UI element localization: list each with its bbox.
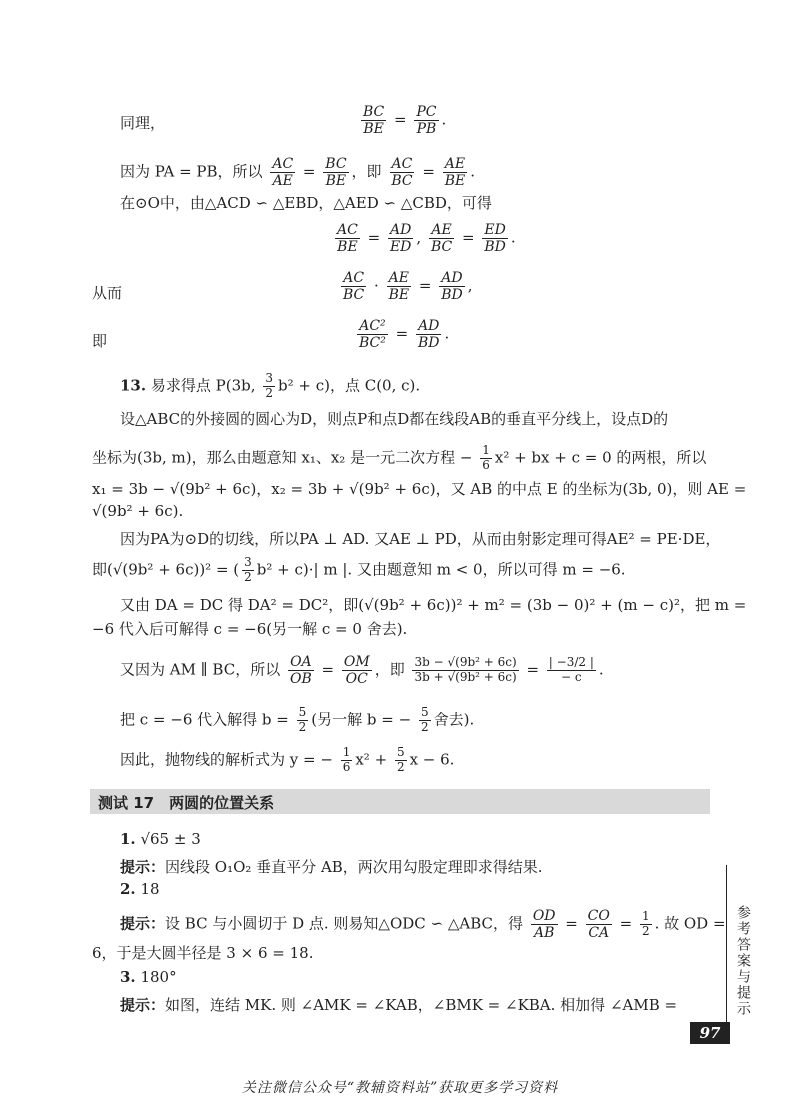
text-line: 因为 PA = PB，所以 $\frac{AC}{AE}$ = $\frac{BC}{BE}$ ，即 $\frac{AC}{BC}$ = $\frac{AE}{BE}$ .	[120, 156, 475, 190]
text-line: 即	[92, 332, 108, 350]
section-title: 测试 17 两圆的位置关系	[98, 794, 275, 812]
answer-2: 2. 18	[120, 880, 160, 898]
answer-2-tip-cont: 6，于是大圆半径是 3 × 6 = 18.	[92, 944, 314, 962]
answer-2-tip: 提示：设 BC 与小圆切于 D 点. 则易知△ODC ∽ △ABC，得 $\frac{OD}{AB}$ = $\frac{CO}{CA}$ = $\frac{1}{2}$ . 故 OD =	[120, 908, 726, 942]
paragraph: 即(√(9b² + 6c))² = ( $\frac{3}{2}$ b² + c)·| m |. 又由题意知 m < 0，所以可得 m = −6.	[92, 555, 626, 584]
formula: $\frac{\text{AC²}}{\text{BC²}}$ = $\frac{AD}{BD}$ .	[359, 318, 450, 352]
footer-watermark: 关注微信公众号“教辅资料站”获取更多学习资料	[241, 1080, 559, 1096]
side-tab	[726, 865, 759, 1025]
paragraph: 又由 DA = DC 得 DA² = DC²，即(√(9b² + 6c))² + m² = (3b − 0)² + (m − c)²，把 m =	[120, 596, 747, 614]
side-tab-label: 参考答案与提示	[735, 905, 751, 1017]
question-13: 13. 易求得点 P(3b, $\frac{3}{2}$ b² + c)，点 C(0, c).	[120, 371, 421, 400]
text-line: 在⊙O中，由△ACD ∽ △EBD，△AED ∽ △CBD，可得	[120, 194, 492, 212]
text-line: 从而	[92, 284, 123, 302]
formula: $\frac{AC}{BC}$ · $\frac{AE}{BE}$ = $\frac{AD}{BD}$ ,	[343, 270, 473, 304]
answer-1-tip: 提示：因线段 O₁O₂ 垂直平分 AB，两次用勾股定理即求得结果.	[120, 858, 543, 876]
paragraph: √(9b² + 6c).	[92, 502, 184, 520]
paragraph: x₁ = 3b − √(9b² + 6c)，x₂ = 3b + √(9b² + 6c)，又 AB 的中点 E 的坐标为(3b, 0)，则 AE =	[92, 480, 747, 498]
paragraph: 坐标为(3b, m)，那么由题意知 x₁、x₂ 是一元二次方程 − $\frac{1}{6}$ x² + bx + c = 0 的两根，所以	[92, 443, 707, 472]
paragraph: 设△ABC的外接圆的圆心为D，则点P和点D都在线段AB的垂直平分线上，设点D的	[120, 410, 669, 428]
paragraph: 把 c = −6 代入解得 b = $\frac{5}{2}$ (另一解 b = − $\frac{5}{2}$ 舍去).	[120, 705, 475, 734]
paragraph: −6 代入后可解得 c = −6(另一解 c = 0 舍去).	[92, 620, 408, 638]
formula: $\frac{AC}{BE}$ = $\frac{AD}{ED}$ , $\frac{AE}{BC}$ = $\frac{ED}{BD}$ .	[337, 222, 516, 256]
answer-3-tip: 提示：如图，连结 MK. 则 ∠AMK = ∠KAB，∠BMK = ∠KBA. 相加得 ∠AMB =	[120, 996, 678, 1014]
answer-3: 3. 180°	[120, 968, 177, 986]
paragraph: 因为PA为⊙D的切线，所以PA ⊥ AD. 又AE ⊥ PD，从而由射影定理可得AE² = PE·DE，	[120, 530, 721, 548]
page-number: 97	[690, 1022, 730, 1044]
answer-1: 1. √65 ± 3	[120, 830, 201, 848]
paragraph: 因此，抛物线的解析式为 y = − $\frac{1}{6}$ x² + $\frac{5}{2}$ x − 6.	[120, 745, 455, 774]
paragraph: 又因为 AM ∥ BC，所以 $\frac{OA}{OB}$ = $\frac{OM}{OC}$ ，即 $\frac{\text{3b − √(9b² + 6c)}}{\text{3b + √(9b² + 6c)}}$ = $\frac{| -3/2 |}{- c}$ .	[120, 654, 604, 688]
text-line: 同理，	[120, 114, 166, 132]
formula: $\frac{BC}{BE}$ = $\frac{PC}{PB}$ .	[363, 104, 447, 138]
